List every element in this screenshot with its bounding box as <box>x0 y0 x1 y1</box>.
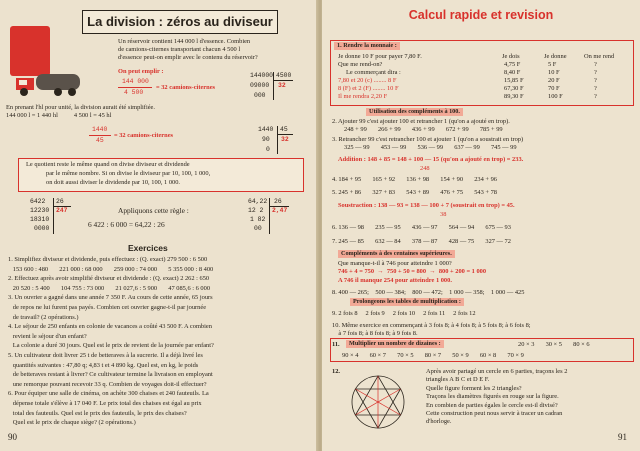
complement-question: Que manque-t-il à 746 pour atteindre 1 000? <box>338 260 452 267</box>
col-je-donne: Je donne <box>544 53 567 60</box>
money-table-cell: ? <box>594 61 597 68</box>
tanker-truck-icon <box>14 70 86 98</box>
intro-line-2: de camions-citernes transportant chacun 4 500 l <box>118 46 241 53</box>
money-table-cell: ? <box>594 69 597 76</box>
div2-horizontal <box>277 134 293 135</box>
apply-equation: 6 422 : 6 000 = 64,22 : 26 <box>88 220 165 229</box>
ex9-values: 9. 2 fois 8 2 fois 9 2 fois 10 2 fois 11 2 fois 12 <box>332 310 476 317</box>
on-peut-label: On peut emplir : <box>118 68 164 75</box>
div1-vertical <box>273 72 274 100</box>
frac2-result: = 32 camions-citernes <box>114 132 174 139</box>
frac1-numerator: 144 000 <box>122 78 149 85</box>
exercise-line: de betteraves restant à livrer? Ce cultivateur termine la livraison en employant <box>8 371 213 379</box>
exercises-heading: Exercices <box>128 243 168 253</box>
subtraction-sub: 38 <box>440 211 447 218</box>
ex2-values: 248 + 99 266 + 99 436 + 99 672 + 99 785 + 99 <box>344 126 503 133</box>
subtraction-example: Soustraction : 138 — 93 = 138 — 100 + 7 (soustrait en trop) = 45. <box>338 202 515 209</box>
rule-line-2: par le même nombre. Si on divise le diviseur par 10, 100, 1 000, <box>46 170 211 177</box>
div4-vertical <box>269 198 270 234</box>
band-centaines: Compléments à des centaines supérieures. <box>338 250 455 258</box>
ex3-values: 325 — 99 453 — 99 536 — 99 637 — 99 745 — 99 <box>344 144 517 151</box>
div1-horizontal <box>273 80 293 81</box>
money-table-cell: ? <box>594 77 597 84</box>
money-table-cell: 67,30 F <box>504 85 524 92</box>
div4-dividend: 64,22 <box>248 198 268 205</box>
hexagram-figure <box>340 372 416 432</box>
money-table-cell: 5 F <box>548 61 557 68</box>
ex10-line-2: à 7 fois 8; à 8 fois 8; à 9 fois 8. <box>332 330 418 337</box>
left-page <box>0 0 318 451</box>
ex12-line: En combien de parties égales le cercle est-il divisé? <box>426 401 558 409</box>
ex8-values: 8. 400 — 265; 500 — 384; 800 — 472; 1 000 — 358; 1 000 — 425 <box>332 289 525 296</box>
money-table-cell: 8,40 F <box>504 69 521 76</box>
div2-remainder: 90 <box>262 136 270 143</box>
exercise-line: de travail? (2 opérations.) <box>8 313 79 321</box>
ex12-number: 12. <box>332 368 340 375</box>
exercise-line: Quel est le prix de chaque siège? (2 opérations.) <box>8 419 136 427</box>
money-table-cell: 15,85 F <box>504 77 524 84</box>
div1-remainder: 09000 <box>250 82 270 89</box>
div3-step2: 18310 <box>30 216 50 223</box>
exercise-line: 6. Pour équiper une salle de cinéma, on achète 300 chaises et 240 fauteuils. La <box>8 390 209 398</box>
frac2-denominator: 45 <box>96 137 104 144</box>
money-line-4: 7,80 et 20 (c) ........ 8 F <box>338 77 397 84</box>
frac1-bar <box>118 87 152 88</box>
money-line-1: Je donne 10 F pour payer 7,80 F. <box>338 53 422 60</box>
frac2-bar <box>89 135 111 136</box>
frac1-result: = 32 camions-citernes <box>156 84 216 91</box>
page-number-left: 90 <box>8 432 17 442</box>
exercise-line: de repos ne lui furent pas payés. Combien cet ouvrier gagne-t-il par journée <box>8 304 207 311</box>
exercise-line: quantités suivantes : 47,80 q; 4,83 t et 4 890 kg. Quel est, en kg, le poids <box>8 361 199 369</box>
exercise-line: 4. Le séjour de 250 enfants en colonie de vacances a coûté 43 500 F. A combien <box>8 323 212 331</box>
div1-rest: 000 <box>254 92 266 99</box>
intro-line-1: Un réservoir contient 144 000 l d'essence. Combien <box>118 38 251 45</box>
exercise-line: une remorque pouvant recevoir 33 q. Combien de voyages doit-il effectuer? <box>8 380 207 388</box>
div2-quotient: 32 <box>281 136 289 143</box>
div4-step1: 12 2 <box>248 207 264 214</box>
exercise-line: 5. Un cultivateur doit livrer 25 t de betteraves à la sucrerie. Il a déjà livré les <box>8 352 203 359</box>
rule-line-1: Le quotient reste le même quand on divise diviseur et dividende <box>26 161 190 168</box>
div3-rest: 0000 <box>34 225 50 232</box>
ex12-line: Cette construction peut nous servir à tracer un cadran <box>426 410 563 417</box>
div1-quotient: 32 <box>278 82 286 89</box>
money-heading-band: 1. Rendre la monnaie : <box>334 42 400 50</box>
money-line-5: 8 (F) et 2 (F) ........ 10 F <box>338 85 399 92</box>
exercise-line: 153 600 : 480 221 000 : 68 000 259 000 : 74 000 5 355 000 : 8 400 <box>8 265 214 273</box>
ex12-line: Quelle figure forment les 2 triangles? <box>426 384 522 392</box>
band-dizaines: Multiplier un nombre de dizaines : <box>346 340 444 348</box>
ex12-line: Après avoir partagé un cercle en 6 parties, traçons les 2 <box>426 368 568 375</box>
div4-divisor: 26 <box>274 198 282 205</box>
money-table-cell: 4,75 F <box>504 61 521 68</box>
exercise-line: revient le séjour d'un enfant? <box>8 332 87 340</box>
exercise-line: dépense totale s'élève à 17 040 F. Le prix total des chaises est égal au prix <box>8 400 202 407</box>
rule-line-3: on doit aussi diviser le dividende par 10, 100, 1 000. <box>46 179 181 186</box>
money-heading: Rendre la monnaie : <box>343 42 397 49</box>
complement-answer: A 746 il manque 254 pour atteindre 1 000. <box>338 277 452 284</box>
ex11-row-2: 90 × 4 60 × 7 70 × 5 80 × 7 50 × 9 60 × 8 70 × 9 <box>342 352 524 359</box>
money-table-cell: 89,30 F <box>504 93 524 100</box>
ex7-values: 7. 245 — 85 632 — 84 378 — 87 428 — 75 327 — 72 <box>332 238 511 245</box>
div3-horizontal <box>53 206 71 207</box>
money-table-cell: 10 F <box>548 69 560 76</box>
frac2-numerator: 1440 <box>92 126 108 133</box>
col-je-dois: Je dois <box>502 53 520 60</box>
div3-divisor: 26 <box>56 198 64 205</box>
complement-chain: 746 + 4 = 750 → 750 + 50 = 800 → 800 + 200 = 1 000 <box>338 268 487 275</box>
band-complements: Utilisation des compléments à 100. <box>366 108 463 116</box>
ex5-values: 5. 245 + 86 327 + 83 543 + 89 476 + 75 543 + 78 <box>332 189 498 196</box>
ex3-text: 3. Retrancher 99 c'est retrancher 100 et ajouter 1 (qu'on a soustrait en trop) <box>332 136 524 143</box>
ex11-number: 11. <box>332 341 340 348</box>
exercise-line: 1. Simplifiez diviseur et dividende, puis effectuez : (Q. exact) 279 500 : 6 500 <box>8 256 208 263</box>
div3-step1: 12230 <box>30 207 50 214</box>
money-table-cell: 20 F <box>548 77 560 84</box>
intro-line-3: d'essence peut-on emplir avec le contenu du réservoir? <box>118 54 258 61</box>
ex11-row-1: 20 × 3 30 × 5 80 × 6 <box>518 341 590 348</box>
band-tables: Prolongeons les tables de multiplication : <box>350 298 464 306</box>
money-line-2: Que me rend-on? <box>338 61 383 68</box>
fuel-tank-illustration <box>10 26 50 76</box>
page-number-right: 91 <box>618 432 627 442</box>
money-table-cell: ? <box>594 93 597 100</box>
div2-rest: 0 <box>266 146 270 153</box>
frac1-denominator: 4 500 <box>124 89 144 96</box>
ex2-text: 2. Ajouter 99 c'est ajouter 100 et retrancher 1 (qu'on a ajouté en trop). <box>332 118 510 125</box>
div4-horizontal <box>269 206 289 207</box>
apply-label: Appliquons cette règle : <box>118 206 189 215</box>
money-line-6: Il me rendra 2,20 F <box>338 93 388 100</box>
ex12-line: Traçons les diamètres figurés en rouge sur la figure. <box>426 393 559 401</box>
div1-dividend: 144000 <box>250 72 274 79</box>
lesson-title: La division : zéros au diviseur <box>87 14 273 29</box>
exercise-line: total des fauteuils. Quel est le prix des fauteuils, le prix des chaises? <box>8 409 187 417</box>
col-on-me-rend: On me rend <box>584 53 615 60</box>
exercise-line: La colonie a duré 30 jours. Quel est le prix de revient de la journée par enfant? <box>8 342 214 350</box>
ex12-line: triangles A B C et D E F. <box>426 376 490 384</box>
div1-divisor: 4500 <box>276 72 292 79</box>
lesson-title-box <box>82 10 278 34</box>
money-table-cell: 70 F <box>548 85 560 92</box>
div2-divisor: 45 <box>280 126 288 133</box>
money-table-cell: ? <box>594 85 597 92</box>
ex4-values: 4. 184 + 95 165 + 92 136 + 98 154 + 90 234 + 96 <box>332 176 498 183</box>
ex6-values: 6. 136 — 98 235 — 95 436 — 97 564 — 94 675 — 93 <box>332 224 511 231</box>
ex12-line: d'horloge. <box>426 418 452 426</box>
div3-quotient: 247 <box>56 207 68 214</box>
exercise-line: 2. Effectuez après avoir simplifié diviseur et dividende : (Q. exact) 2 262 : 650 <box>8 275 210 283</box>
prose-line-2: 144 000 l = 1 440 hl 4 500 l = 45 hl <box>6 112 112 119</box>
addition-sub: 248 <box>420 165 430 172</box>
ex10-line-1: 10. Même exercice en commençant à 3 fois 8; à 4 fois 8; à 5 fois 8; à 6 fois 8; <box>332 322 531 329</box>
div2-vertical <box>277 126 278 154</box>
div3-dividend: 6422 <box>30 198 46 205</box>
exercise-line: 3. Un ouvrier a gagné dans une année 7 350 F. Au cours de cette année, 65 jours <box>8 294 213 302</box>
review-title: Calcul rapide et revision <box>408 8 554 22</box>
div3-vertical <box>53 198 54 234</box>
addition-example: Addition : 148 + 85 = 148 + 100 — 15 (qu'on a ajouté en trop) = 233. <box>338 156 524 163</box>
money-table-cell: 100 F <box>548 93 563 100</box>
div4-step2: 1 82 <box>250 216 266 223</box>
div2-dividend: 1440 <box>258 126 274 133</box>
prose-line-1: En prenant l'hl pour unité, la division aurait été simplifiée. <box>6 104 155 111</box>
exercise-line: 20 520 : 5 400 104 755 : 73 000 21 027,6 : 5 900 47 085,6 : 6 000 <box>8 284 211 292</box>
money-line-3: Le commerçant dira : <box>346 69 401 76</box>
right-page <box>322 0 640 451</box>
div4-quotient: 2,47 <box>272 207 288 214</box>
div4-rest: 00 <box>254 225 262 232</box>
